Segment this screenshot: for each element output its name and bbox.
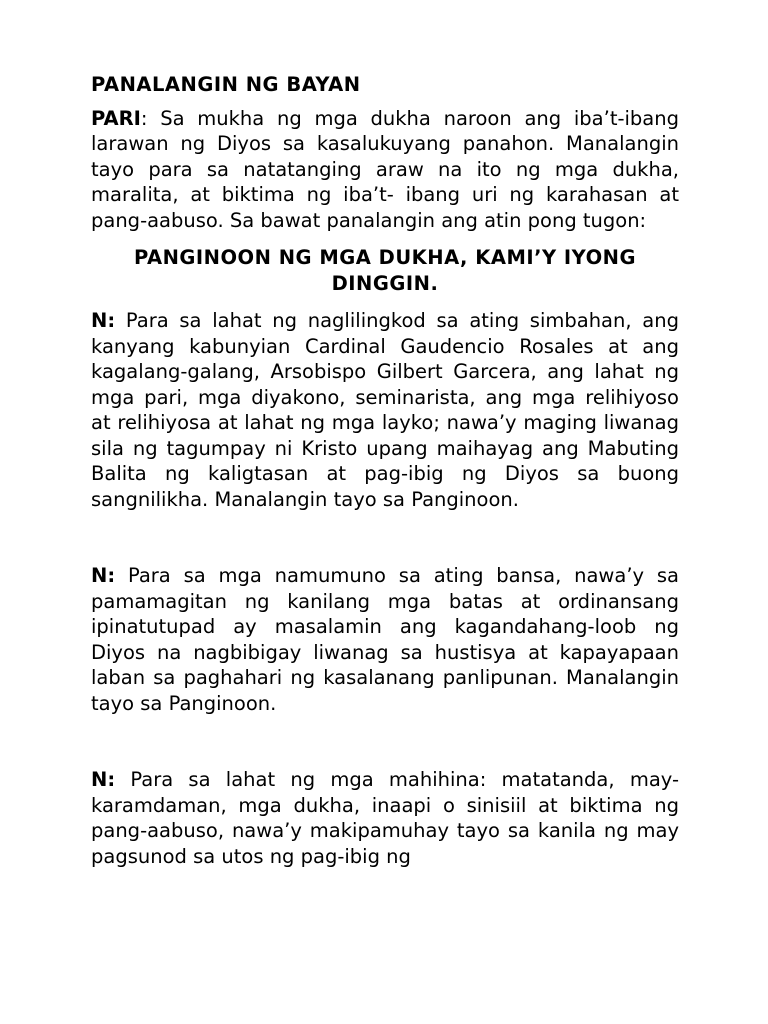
petition-1-text: Para sa lahat ng naglilingkod sa ating simbahan, ang kanyang kabunyian Cardinal Gaudencio Rosales at ang kagalang-galang, Arsobispo Gilbert Garcera, ang lahat ng mga pari, mga diyakono, seminarista, ang mga relihiyoso at relihiyosa at lahat ng mga layko; nawa’y maging liwanag sila ng tagumpay ni Kristo upang maihayag ang Mabuting Balita ng kaligtasan at pag-ibig ng Diyos sa buong sangnilikha. Manalangin tayo sa Panginoon. (91, 309, 679, 511)
congregation-response: PANGINOON NG MGA DUKHA, KAMI’Y IYONG DINGGIN. (133, 246, 637, 295)
document-title: PANALANGIN NG BAYAN (91, 73, 361, 96)
petition-1-label: N: (91, 309, 116, 332)
petition-3-text: Para sa lahat ng mga mahihina: matatanda, may- karamdaman, mga dukha, inaapi o sinisiil at biktima ng pang-aabuso, nawa’y makipamuhay tayo sa kanila ng may pagsunod sa utos ng pag-ibig ng (91, 768, 679, 868)
paragraph-gap (91, 716, 679, 767)
petition-3-label: N: (91, 768, 116, 791)
priest-label: PARI (91, 106, 141, 130)
petition-3 (91, 767, 679, 869)
priest-label-colon: : (140, 106, 148, 130)
petition-2-text: Para sa mga namumuno sa ating bansa, nawa’y sa pamamagitan ng kanilang mga batas at ordinansang ipinatutupad ay masalamin ang kagandahang-loob ng Diyos na nagbibigay liwanag sa hustisya at kapayapaan laban sa paghahari ng kasalanang panlipunan. Manalangin tayo sa Panginoon. (91, 564, 679, 715)
petition-2 (91, 563, 679, 716)
intro-paragraph (91, 106, 679, 234)
document-page (91, 72, 679, 869)
intro-text: Sa mukha ng mga dukha naroon ang iba’t-ibang larawan ng Diyos sa kasalukuyang panahon. Manalangin tayo para sa natatanging araw na ito ng mga dukha, maralita, at biktima ng iba’t- ibang uri ng karahasan at pang-aabuso. Sa bawat panalangin ang atin pong tugon: (91, 106, 679, 232)
petition-1 (91, 308, 679, 512)
petition-2-label: N: (91, 564, 116, 587)
paragraph-gap (91, 512, 679, 563)
